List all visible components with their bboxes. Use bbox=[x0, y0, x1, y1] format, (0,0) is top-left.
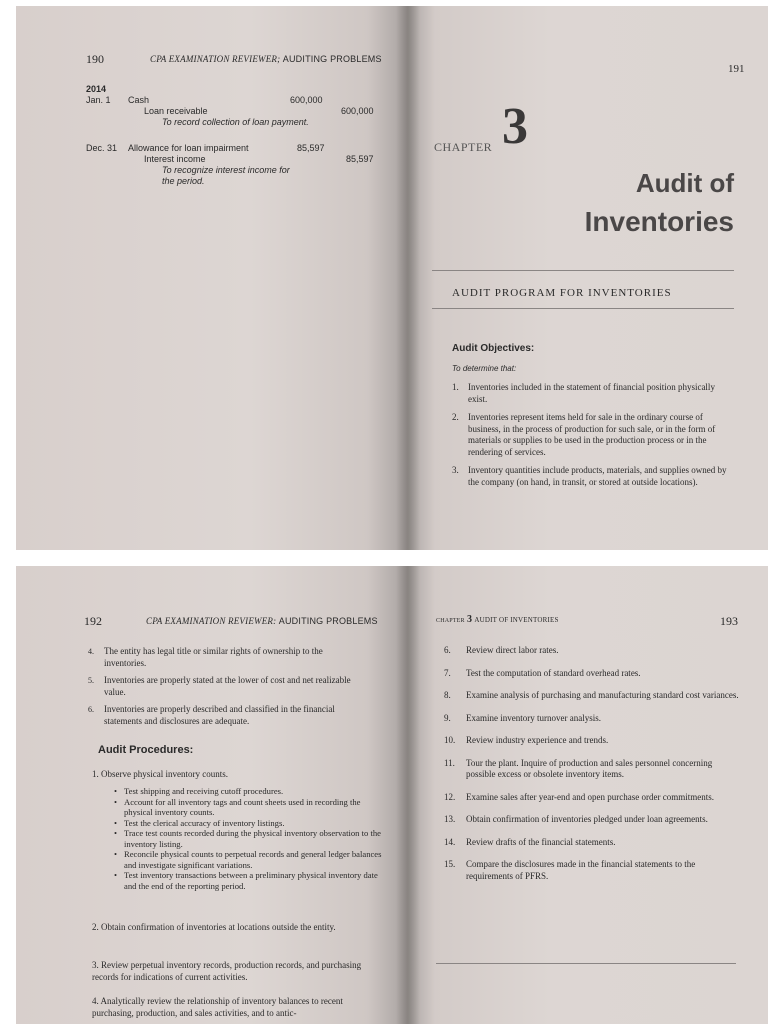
list-item bbox=[444, 859, 740, 882]
page-number: 192 bbox=[84, 614, 102, 628]
list-item-number: 4. bbox=[88, 647, 94, 656]
list-item-text: Obtain confirmation of inventories pledged under loan agreements. bbox=[466, 814, 708, 824]
list-item bbox=[444, 668, 740, 680]
bullet-item: • Test the clerical accuracy of inventory listings. bbox=[124, 818, 386, 829]
entry1-explanation: To record collection of loan payment. bbox=[162, 117, 309, 127]
bullet-item: • Account for all inventory tags and count sheets used in recording the physical inventory counts. bbox=[124, 797, 386, 818]
journal-year: 2014 bbox=[86, 84, 107, 94]
list-item bbox=[444, 792, 740, 804]
procedure-1-bullets bbox=[106, 786, 386, 891]
list-item bbox=[444, 758, 740, 781]
list-item-text: Inventories are properly stated at the lower of cost and net realizable value. bbox=[104, 675, 351, 697]
list-item-text: Inventories included in the statement of financial position physically exist. bbox=[468, 382, 715, 404]
list-item bbox=[452, 412, 736, 458]
list-item-number: 2. bbox=[452, 412, 459, 422]
list-item bbox=[444, 837, 740, 849]
running-head-caps: AUDITING PROBLEMS bbox=[278, 616, 378, 626]
entry1-debit-account: Cash bbox=[128, 95, 150, 105]
list-item-text: Inventories represent items held for sale in the ordinary course of business, in the process of production for such sale, or in the form of materials or supplies to be used in the production process or in the rendering of services. bbox=[468, 412, 716, 457]
procedure-4: 4. Analytically review the relationship of inventory balances to recent purchasing, production, and sales activities, and to antic- bbox=[92, 996, 343, 1018]
list-item-text: Tour the plant. Inquire of production and sales personnel concerning possible excess or obsolete inventory items. bbox=[466, 757, 713, 779]
list-item-text: The entity has legal title or similar rights of ownership to the inventories. bbox=[104, 646, 323, 668]
page-190 bbox=[16, 6, 406, 550]
bullet-item: • Test inventory transactions between a preliminary physical inventory date and the end of the reporting period. bbox=[124, 870, 386, 891]
list-item-number: 8. bbox=[444, 690, 451, 700]
page-number: 193 bbox=[720, 614, 738, 628]
running-head-title: AUDIT OF INVENTORIES bbox=[474, 616, 559, 624]
list-item-number: 5. bbox=[88, 676, 94, 685]
entry1-credit-account: Loan receivable bbox=[144, 106, 208, 116]
bullet-item: • Reconcile physical counts to perpetual records and general ledger balances and investigate significant variations. bbox=[124, 849, 386, 870]
objectives-intro: To determine that: bbox=[452, 364, 517, 373]
chapter-number: 3 bbox=[502, 98, 528, 155]
list-item-number: 7. bbox=[444, 667, 451, 678]
list-item-text: Examine sales after year-end and open purchase order commitments. bbox=[466, 791, 714, 802]
section-heading: AUDIT PROGRAM FOR INVENTORIES bbox=[452, 287, 672, 299]
running-head-caps: AUDITING PROBLEMS bbox=[282, 54, 382, 64]
list-item-text: Inventory quantities include products, materials, and supplies owned by the company (on hand, in transit, or stored at outside locations). bbox=[468, 465, 727, 487]
entry2-debit-account: Allowance for loan impairment bbox=[128, 143, 249, 153]
entry1-debit-amount: 600,000 bbox=[290, 95, 323, 105]
entry2-credit-account: Interest income bbox=[144, 154, 206, 164]
list-item bbox=[444, 814, 740, 826]
list-item-text: Test the computation of standard overhead rates. bbox=[466, 667, 641, 678]
procedure-3: 3. Review perpetual inventory records, production records, and purchasing records for indications of current activities. bbox=[92, 960, 362, 982]
page-192 bbox=[16, 566, 406, 1024]
running-head bbox=[146, 616, 378, 626]
entry1-credit-amount: 600,000 bbox=[341, 106, 374, 116]
list-item bbox=[88, 704, 366, 727]
bullet-item: • Trace test counts recorded during the physical inventory observation to the inventory listing. bbox=[124, 828, 386, 849]
list-item-number: 14. bbox=[444, 836, 456, 847]
book-gutter bbox=[396, 6, 420, 550]
list-item-number: 3. bbox=[452, 465, 459, 475]
page-193 bbox=[406, 566, 768, 1024]
list-item-text: Compare the disclosures made in the financial statements to the requirements of PFRS. bbox=[466, 859, 696, 881]
list-item-number: 6. bbox=[88, 705, 94, 714]
entry2-explanation-2: the period. bbox=[162, 176, 205, 186]
running-head-italic: CPA EXAMINATION REVIEWER; bbox=[150, 54, 281, 64]
list-item-number: 12. bbox=[444, 791, 456, 802]
list-item bbox=[444, 690, 740, 702]
list-item-text: Examine analysis of purchasing and manufacturing standard cost variances. bbox=[466, 690, 739, 700]
top-spread bbox=[16, 6, 768, 550]
end-rule bbox=[436, 963, 736, 964]
list-item-text: Inventories are properly described and classified in the financial statements and disclosures are adequate. bbox=[104, 704, 335, 726]
list-item-number: 9. bbox=[444, 712, 451, 723]
page-191 bbox=[406, 6, 768, 550]
list-item bbox=[88, 646, 366, 669]
section-rule-top bbox=[432, 270, 734, 271]
chapter-title-line2: Inventories bbox=[584, 206, 734, 237]
list-item-number: 6. bbox=[444, 645, 451, 655]
objectives-list bbox=[452, 382, 736, 488]
bullet-item: • Test shipping and receiving cutoff procedures. bbox=[124, 786, 386, 797]
list-item bbox=[452, 382, 736, 405]
objectives-heading: Audit Objectives: bbox=[452, 343, 535, 354]
section-rule-bottom bbox=[432, 308, 734, 309]
procedures-continued bbox=[444, 645, 740, 882]
objectives-continued bbox=[88, 646, 366, 727]
list-item-text: Examine inventory turnover analysis. bbox=[466, 712, 601, 723]
entry2-debit-amount: 85,597 bbox=[297, 143, 325, 153]
page-number: 190 bbox=[86, 52, 104, 66]
procedure-1: 1. Observe physical inventory counts. bbox=[92, 769, 228, 779]
chapter-title-line1: Audit of bbox=[635, 168, 734, 198]
running-head-prefix: CHAPTER bbox=[436, 618, 465, 624]
list-item-text: Review drafts of the financial statements. bbox=[466, 836, 616, 847]
list-item bbox=[444, 713, 740, 725]
procedure-2: 2. Obtain confirmation of inventories at locations outside the entity. bbox=[92, 922, 336, 932]
list-item-number: 11. bbox=[444, 757, 455, 768]
chapter-word: CHAPTER bbox=[434, 140, 493, 154]
list-item-number: 13. bbox=[444, 814, 456, 824]
list-item-number: 1. bbox=[452, 382, 459, 392]
running-head bbox=[436, 614, 559, 625]
entry1-date: Jan. 1 bbox=[86, 95, 111, 105]
list-item-number: 15. bbox=[444, 859, 456, 869]
procedures-heading: Audit Procedures: bbox=[98, 744, 194, 756]
list-item bbox=[444, 735, 740, 747]
running-head bbox=[150, 54, 382, 64]
entry2-credit-amount: 85,597 bbox=[346, 154, 374, 164]
entry2-date: Dec. 31 bbox=[86, 143, 118, 153]
list-item bbox=[88, 675, 366, 698]
list-item bbox=[452, 465, 736, 488]
list-item-text: Review direct labor rates. bbox=[466, 645, 559, 655]
list-item-number: 10. bbox=[444, 735, 456, 745]
page-number: 191 bbox=[728, 63, 745, 75]
running-head-italic: CPA EXAMINATION REVIEWER: bbox=[146, 616, 277, 626]
entry2-explanation-1: To recognize interest income for bbox=[162, 165, 290, 175]
running-head-number: 3 bbox=[466, 614, 473, 625]
book-gutter bbox=[396, 566, 420, 1024]
list-item bbox=[444, 645, 740, 657]
list-item-text: Review industry experience and trends. bbox=[466, 735, 609, 745]
bottom-spread bbox=[16, 566, 768, 1024]
